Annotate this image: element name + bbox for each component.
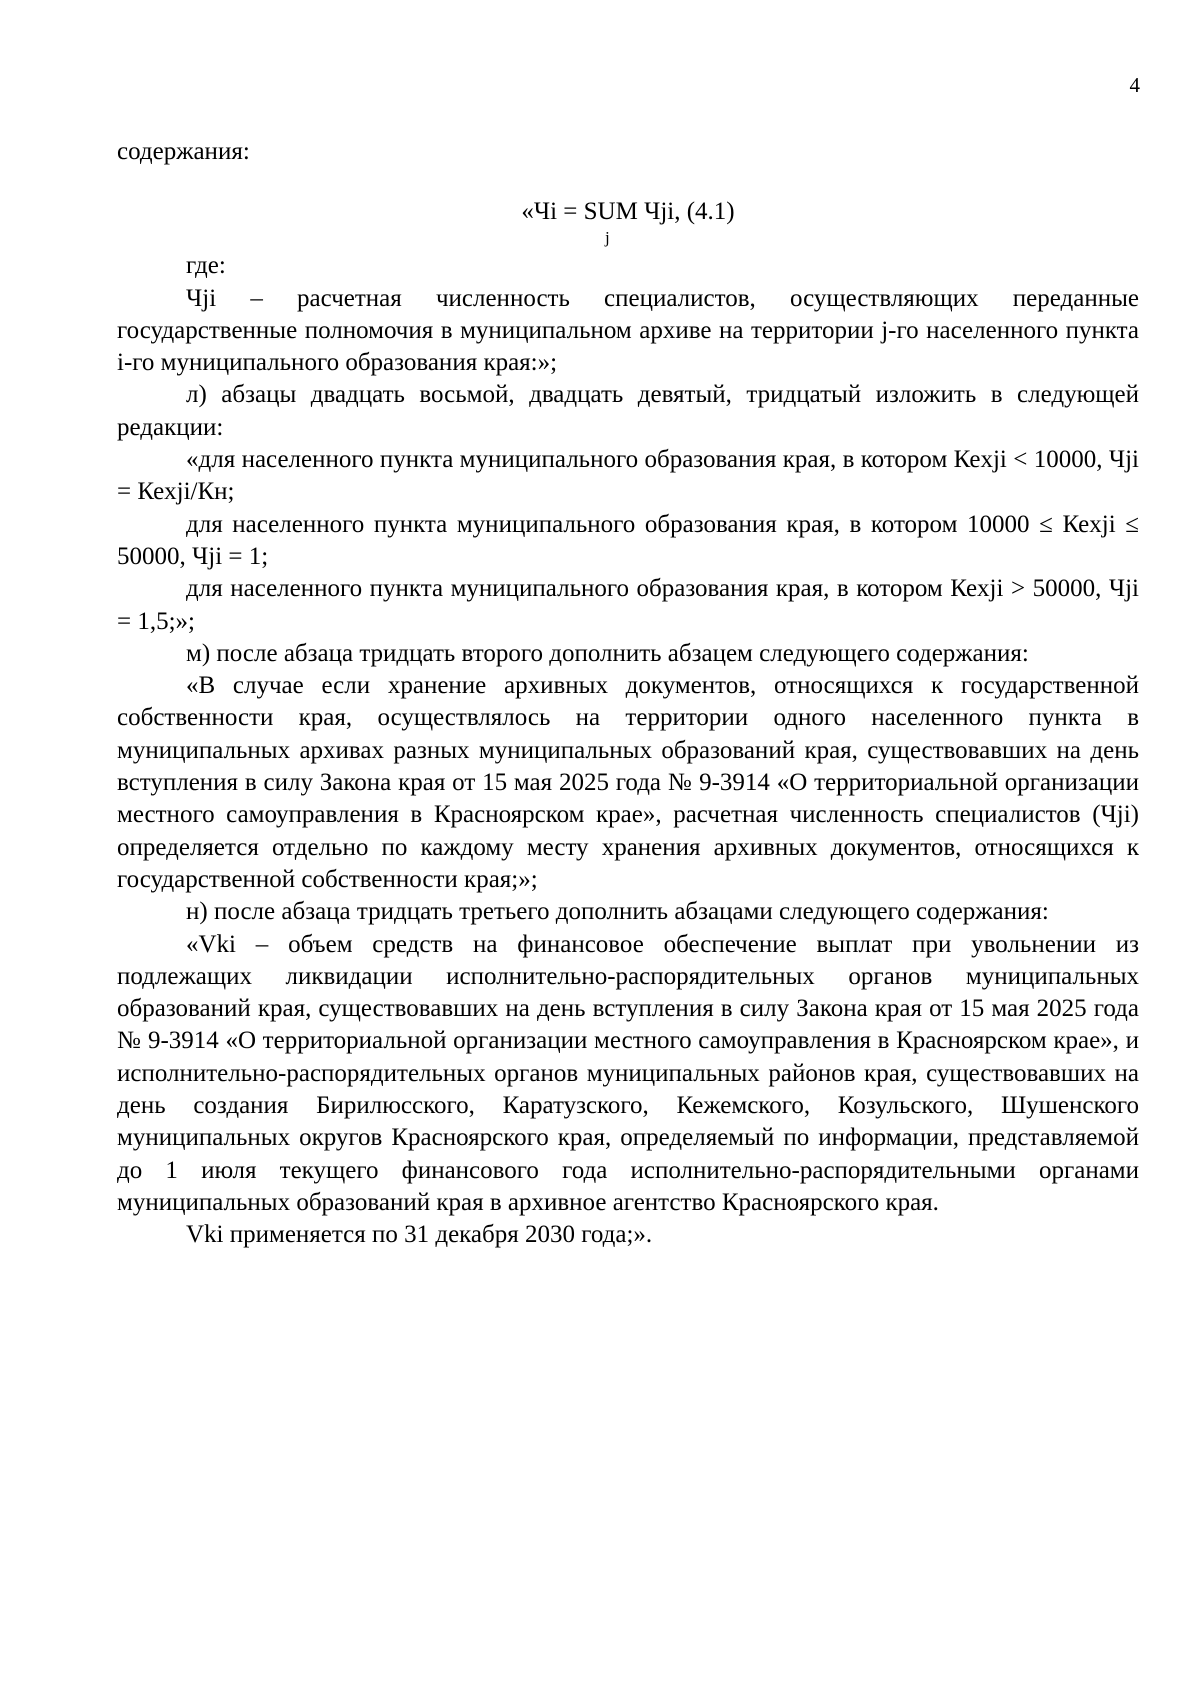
paragraph-item-l: л) абзацы двадцать восьмой, двадцать девятый, тридцатый изложить в следующей редакции:	[117, 381, 1139, 441]
paragraph-item-n: н) после абзаца тридцать третьего дополнить абзацами следующего содержания:	[186, 898, 1049, 926]
paragraph-definition-vki: «Vki – объем средств на финансовое обеспечение выплат при увольнении из подлежащих ликвидации исполнительно-распорядительных органов муниципальных образований края, существовавших на день вступления в силу Закона края от 15 мая 2025 года № 9-3914 «О территориальной организации местного самоуправления в Красноярском крае», и исполнительно-распорядительных органов муниципальных районов края, существовавших на день создания Бирилюсского, Каратузского, Кежемского, Козульского, Шушенского муниципальных округов Красноярского края, определяемый по информации, представляемой до 1 июля текущего финансового года исполнительно-распорядительными органами муниципальных образований края в архивное агентство Красноярского края.	[117, 930, 1139, 1216]
paragraph-condition-1: «для населенного пункта муниципального образования края, в котором Кеxji < 10000, Чji = Кеxji/Кн;	[117, 446, 1139, 506]
formula-subscript: j	[605, 228, 610, 248]
page-number: 4	[1129, 73, 1140, 97]
paragraph-vki-term: Vki применяется по 31 декабря 2030 года;».	[186, 1221, 653, 1249]
paragraph-definition-chji: Чji – расчетная численность специалистов, осуществляющих переданные государственные полномочия в муниципальном архиве на территории j-го населенного пункта i-го муниципального образования края:»;	[117, 284, 1139, 377]
formula-4-1	[117, 168, 1139, 250]
paragraph-condition-3: для населенного пункта муниципального образования края, в котором Кеxji > 50000, Чji = 1,5;»;	[117, 575, 1139, 635]
paragraph-continuation: содержания:	[117, 138, 250, 165]
paragraph-condition-2: для населенного пункта муниципального образования края, в котором 10000 ≤ Кеxji ≤ 50000, Чji = 1;	[117, 510, 1139, 570]
paragraph-where: где:	[186, 252, 226, 280]
formula-expression: «Чi = SUM Чji, (4.1)	[521, 198, 735, 226]
paragraph-storage-case: «В случае если хранение архивных документов, относящихся к государственной собственности края, осуществлялось на территории одного населенного пункта в муниципальных архивах разных муниципальных образований края, существовавших на день вступления в силу Закона края от 15 мая 2025 года № 9-3914 «О территориальной организации местного самоуправления в Красноярском крае», расчетная численность специалистов (Чji) определяется отдельно по каждому месту хранения архивных документов, относящихся к государственной собственности края;»;	[117, 672, 1139, 893]
paragraph-item-m: м) после абзаца тридцать второго дополнить абзацем следующего содержания:	[186, 639, 1029, 667]
document-body	[117, 136, 1139, 1252]
